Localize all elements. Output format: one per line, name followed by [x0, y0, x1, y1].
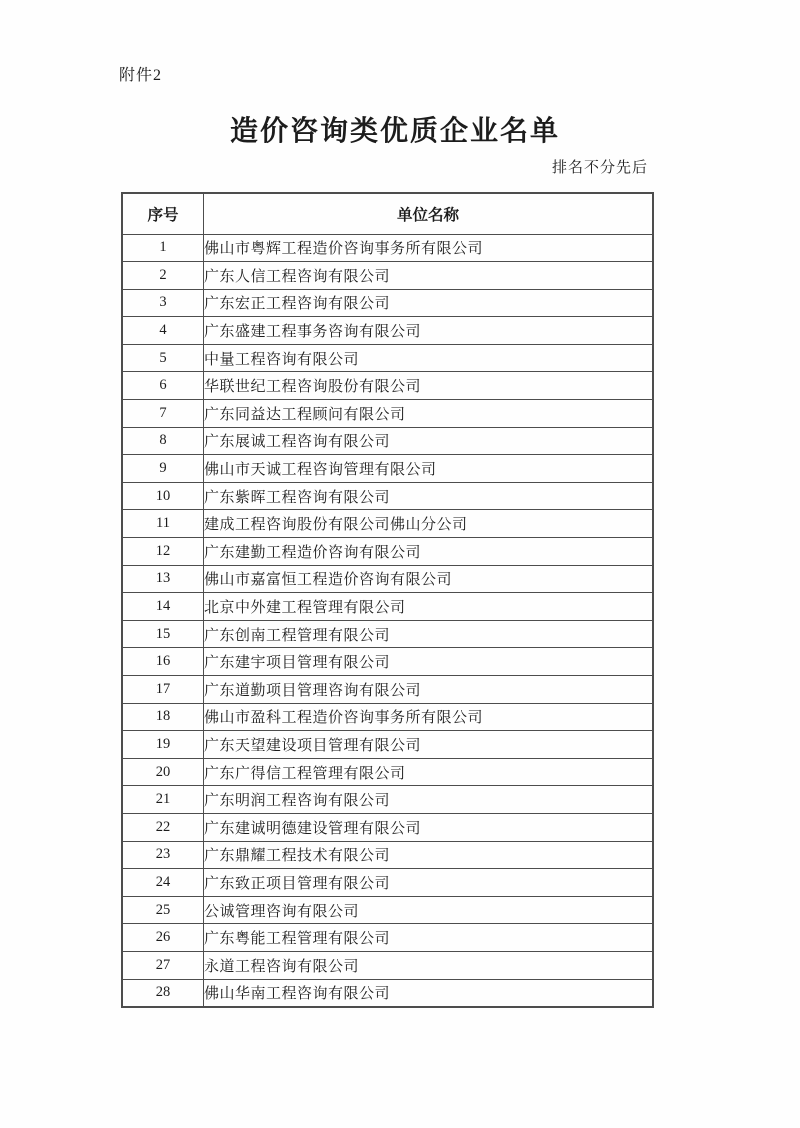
row-number: 8	[122, 427, 204, 455]
company-name: 中量工程咨询有限公司	[204, 344, 654, 372]
table-row	[122, 648, 653, 676]
row-number: 5	[122, 344, 204, 372]
table-row	[122, 979, 653, 1007]
header-cell-number: 序号	[122, 193, 204, 234]
company-name: 广东建宇项目管理有限公司	[204, 648, 654, 676]
table-row	[122, 676, 653, 704]
row-number: 3	[122, 289, 204, 317]
row-number: 22	[122, 813, 204, 841]
company-name: 佛山市嘉富恒工程造价咨询有限公司	[204, 565, 654, 593]
table-row	[122, 731, 653, 759]
header-row	[122, 193, 653, 234]
table-row	[122, 813, 653, 841]
row-number: 19	[122, 731, 204, 759]
company-name: 广东紫晖工程咨询有限公司	[204, 482, 654, 510]
row-number: 9	[122, 455, 204, 483]
table-row	[122, 786, 653, 814]
company-name: 广东盛建工程事务咨询有限公司	[204, 317, 654, 345]
company-name: 广东鼎耀工程技术有限公司	[204, 841, 654, 869]
company-name: 广东人信工程咨询有限公司	[204, 262, 654, 290]
company-name: 广东广得信工程管理有限公司	[204, 758, 654, 786]
table-row	[122, 427, 653, 455]
company-table	[121, 192, 654, 1008]
row-number: 4	[122, 317, 204, 345]
row-number: 20	[122, 758, 204, 786]
company-name: 广东天望建设项目管理有限公司	[204, 731, 654, 759]
row-number: 18	[122, 703, 204, 731]
row-number: 27	[122, 951, 204, 979]
company-name: 广东明润工程咨询有限公司	[204, 786, 654, 814]
page-title: 造价咨询类优质企业名单	[229, 116, 560, 147]
row-number: 24	[122, 869, 204, 897]
table-row	[122, 703, 653, 731]
row-number: 14	[122, 593, 204, 621]
company-table-body	[122, 234, 653, 1007]
company-name: 广东创南工程管理有限公司	[204, 620, 654, 648]
company-name: 广东宏正工程咨询有限公司	[204, 289, 654, 317]
table-row	[122, 289, 653, 317]
row-number: 6	[122, 372, 204, 400]
table-row	[122, 951, 653, 979]
company-table-head	[122, 193, 653, 234]
row-number: 11	[122, 510, 204, 538]
company-name: 广东建勤工程造价咨询有限公司	[204, 538, 654, 566]
company-name: 北京中外建工程管理有限公司	[204, 593, 654, 621]
company-name: 佛山市天诚工程咨询管理有限公司	[204, 455, 654, 483]
row-number: 17	[122, 676, 204, 704]
ranking-note: 排名不分先后	[551, 160, 648, 176]
table-row	[122, 317, 653, 345]
row-number: 23	[122, 841, 204, 869]
table-row	[122, 482, 653, 510]
company-name: 佛山市盈科工程造价咨询事务所有限公司	[204, 703, 654, 731]
company-name: 建成工程咨询股份有限公司佛山分公司	[204, 510, 654, 538]
table-row	[122, 400, 653, 428]
row-number: 28	[122, 979, 204, 1007]
row-number: 16	[122, 648, 204, 676]
row-number: 7	[122, 400, 204, 428]
company-name: 永道工程咨询有限公司	[204, 951, 654, 979]
table-row	[122, 510, 653, 538]
table-row	[122, 372, 653, 400]
table-row	[122, 262, 653, 290]
company-name: 广东道勤项目管理咨询有限公司	[204, 676, 654, 704]
table-row	[122, 344, 653, 372]
company-name: 广东致正项目管理有限公司	[204, 869, 654, 897]
row-number: 15	[122, 620, 204, 648]
company-name: 广东建诚明德建设管理有限公司	[204, 813, 654, 841]
table-row	[122, 841, 653, 869]
company-name: 广东展诚工程咨询有限公司	[204, 427, 654, 455]
company-name: 广东同益达工程顾问有限公司	[204, 400, 654, 428]
table-row	[122, 620, 653, 648]
table-row	[122, 538, 653, 566]
row-number: 1	[122, 234, 204, 262]
company-name: 佛山华南工程咨询有限公司	[204, 979, 654, 1007]
company-name: 佛山市粤辉工程造价咨询事务所有限公司	[204, 234, 654, 262]
row-number: 26	[122, 924, 204, 952]
table-row	[122, 455, 653, 483]
table-row	[122, 565, 653, 593]
table-row	[122, 896, 653, 924]
table-row	[122, 924, 653, 952]
row-number: 12	[122, 538, 204, 566]
row-number: 21	[122, 786, 204, 814]
table-row	[122, 234, 653, 262]
table-row	[122, 593, 653, 621]
row-number: 2	[122, 262, 204, 290]
company-name: 华联世纪工程咨询股份有限公司	[204, 372, 654, 400]
table-row	[122, 758, 653, 786]
company-name: 公诚管理咨询有限公司	[204, 896, 654, 924]
table-row	[122, 869, 653, 897]
header-cell-unit-name: 单位名称	[204, 193, 654, 234]
row-number: 25	[122, 896, 204, 924]
company-name: 广东粤能工程管理有限公司	[204, 924, 654, 952]
attachment-label: 附件2	[119, 67, 163, 84]
row-number: 13	[122, 565, 204, 593]
row-number: 10	[122, 482, 204, 510]
